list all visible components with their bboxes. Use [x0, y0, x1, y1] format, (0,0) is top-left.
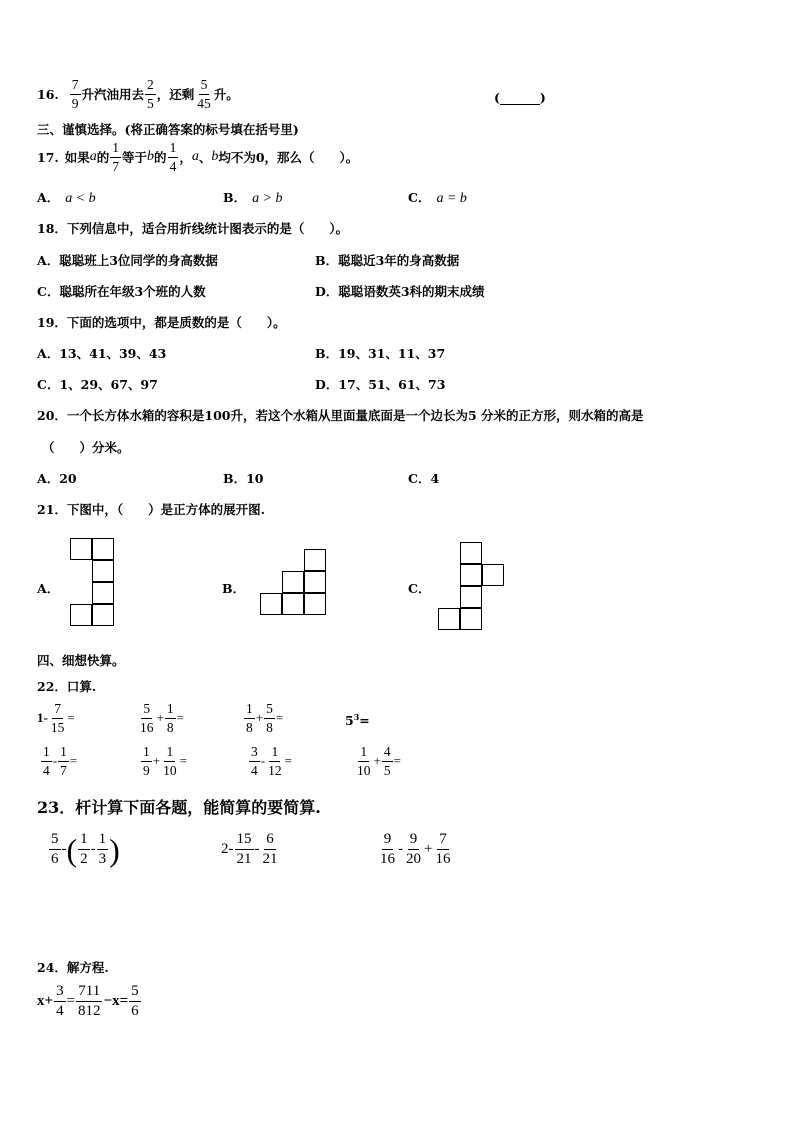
q17-number: 17. [37, 149, 59, 165]
q19-option-b[interactable]: B．19、31、11、37 [315, 346, 446, 361]
q22-item-3: $\frac{1}{8}$ + $\frac{5}{8}$ = [246, 701, 284, 735]
answer-close-paren: ) [539, 90, 546, 105]
section-4-heading: 四、细想快算。 [37, 653, 125, 668]
q19-option-d[interactable]: D．17、51、61、73 [315, 377, 446, 392]
q16-text-2: ，还剩 [156, 87, 195, 102]
var-a: a [89, 149, 97, 164]
q18-option-c[interactable]: C．聪聪所在年级3个班的人数 [37, 284, 206, 299]
option-value: a > b [252, 191, 283, 206]
q16-text-1: 升汽油用去 [81, 87, 145, 102]
section-3-heading: 三、谨慎选择。(将正确答案的标号填在括号里) [37, 122, 299, 137]
q16-fraction-2: $\frac{2}{5}$ [147, 77, 154, 111]
q20-option-b[interactable]: B．10 [223, 471, 264, 486]
q17-text-2: 的 [96, 150, 110, 165]
q23-expression-1: $\frac{5}{6}$ - ( $\frac{1}{2}$ - $\frac{1}{3}$ ) [51, 831, 120, 868]
q16-line [37, 78, 239, 110]
q16-fraction-1: $\frac{7}{9}$ [71, 77, 79, 111]
q22-equals: = [67, 710, 75, 725]
q22-item-8: $\frac{1}{10}$ + $\frac{4}{5}$ = [357, 744, 401, 778]
q23-expression-2: 2- $\frac{15}{21}$ - $\frac{6}{21}$ [221, 831, 278, 867]
q19-question: 19．下面的选项中，都是质数的是（ ）。 [37, 315, 286, 330]
q20-question-line-2: （ ）分米。 [42, 440, 130, 455]
option-label: C． [408, 190, 431, 205]
option-value: a < b [65, 191, 96, 206]
q17-option-b[interactable] [223, 188, 283, 207]
q18-option-b[interactable]: B．聪聪近3年的身高数据 [315, 253, 460, 268]
q17-fraction-2: $\frac{1}{4}$ [169, 140, 177, 174]
option-label: A． [37, 190, 60, 205]
q17-option-a[interactable] [37, 188, 96, 207]
q24-title: 24．解方程. [37, 960, 109, 975]
q16-fraction-3: $\frac{5}{45}$ [197, 77, 211, 111]
q22-prefix: 1- [37, 710, 48, 725]
q20-option-a[interactable]: A．20 [37, 471, 77, 486]
option-value: a = b [436, 191, 467, 206]
q16-text-3: 升。 [213, 87, 239, 102]
q21-option-a-label[interactable]: A． [37, 581, 60, 596]
q17-text-1: 如果 [64, 150, 90, 165]
q22-item-7: $\frac{3}{4}$ - $\frac{1}{12}$ = [251, 744, 292, 778]
q21-question: 21．下图中，（ ）是正方体的展开图. [37, 502, 265, 517]
answer-open-paren: ( [494, 90, 500, 105]
q22-item-4: $5^3=$ [345, 712, 370, 729]
q16-number: 16. [37, 86, 59, 102]
q23-title: 23．杆计算下面各题，能简算的要简算. [37, 798, 321, 817]
q17-option-c[interactable] [408, 188, 467, 207]
q22-item-2: $\frac{5}{16}$ + $\frac{1}{8}$ = [140, 701, 184, 735]
q20-option-c[interactable]: C．4 [408, 471, 440, 486]
q22-item-5: $\frac{1}{4}$ - $\frac{1}{7}$ = [43, 744, 78, 778]
q17-line [37, 141, 358, 173]
q22-fraction: $\frac{7}{15}$ [50, 701, 65, 735]
q21-option-c-label[interactable]: C． [408, 581, 431, 596]
cube-net-c[interactable] [438, 542, 506, 634]
q18-question: 18．下列信息中，适合用折线统计图表示的是（ ）。 [37, 221, 349, 236]
q23-expression-3: $\frac{9}{16}$ - $\frac{9}{20}$ + $\frac{7}{16}$ [380, 831, 451, 867]
q19-option-a[interactable]: A．13、41、39、43 [37, 346, 167, 361]
q19-option-c[interactable]: C．1、29、67、97 [37, 377, 158, 392]
q17-text-5: ， [179, 150, 192, 165]
q17-text-9: 均不为0，那么（ ）。 [218, 150, 359, 165]
option-label: B． [223, 190, 247, 205]
answer-blank-line [500, 93, 540, 105]
q17-text-3: 等于 [122, 150, 148, 165]
q18-option-d[interactable]: D．聪聪语数英3科的期末成绩 [315, 284, 485, 299]
q22-title: 22．口算. [37, 679, 97, 694]
q17-text-4: 的 [154, 150, 167, 165]
q20-question-line-1: 20．一个长方体水箱的容积是100升，若这个水箱从里面量底面是一个边长为5 分米的正方形，则水箱的高是 [37, 408, 644, 423]
var-a-2: a [191, 149, 199, 164]
q17-text-7: 、 [198, 150, 212, 165]
var-b-2: b [211, 149, 219, 164]
cube-net-b[interactable] [260, 549, 328, 617]
cube-net-a[interactable] [70, 538, 116, 630]
q22-item-6: $\frac{1}{9}$ + $\frac{1}{10}$ = [143, 744, 187, 778]
q16-answer-blank[interactable] [494, 90, 546, 105]
q21-option-b-label[interactable]: B． [222, 581, 246, 596]
q18-option-a[interactable]: A．聪聪班上3位同学的身高数据 [37, 253, 218, 268]
var-b: b [147, 149, 155, 164]
q22-item-1 [37, 702, 75, 734]
q24-equation: x+ $\frac{3}{4}$ = $\frac{711}{812}$ −x= $\frac{5}{6}$ [37, 983, 139, 1019]
q17-fraction-1: $\frac{1}{7}$ [112, 140, 120, 174]
